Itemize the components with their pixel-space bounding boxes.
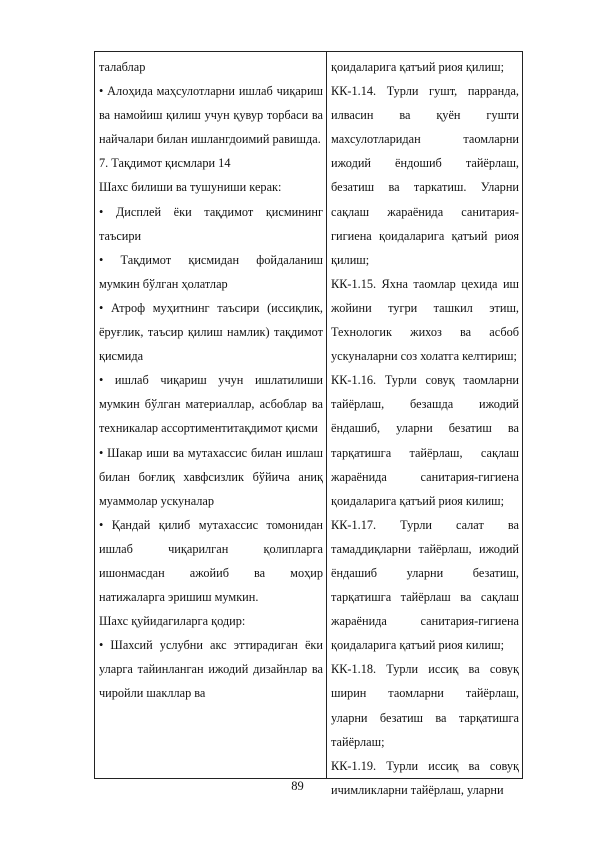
right-paragraph: қоидаларига қатъий риоя қилиш; (331, 60, 505, 74)
right-paragraph: КК-1.18. Турли иссиқ ва совуқ ширин таомларни тайёрлаш, уларни безатиш ва тарқатишга тайёрлаш; (331, 662, 519, 749)
left-paragraph: • Алоҳида маҳсулотларни ишлаб чиқариш ва намойиш қилиш учун қувур торбаси ва найчалари билан ишлангдоимий равишда. (99, 84, 323, 147)
left-paragraph: • Қандай қилиб мутахассис томонидан ишлаб чиқарилган қолипларга ишонмасдан ажойиб ва моҳир натижаларга эришиш мумкин. (99, 517, 323, 605)
right-paragraph: КК-1.14. Турли гушт, парранда, илвасин ва қуён гушти махсулотларидан таомларни ижодий ёндошиб тайёрлаш, безатиш ва таркатиш. Уларни сақлаш жараёнида санитария-гигиена қоидаларига қатъий риоя қилиш; (331, 84, 519, 267)
right-column (327, 52, 522, 797)
left-paragraph: • Шахсий услубни акс эттирадиган ёки уларга тайинланган ижодий дизайнлар ва чиройли шакллар ва (99, 638, 323, 701)
left-paragraph: Шахс қуйидагиларга қодир: (99, 614, 246, 629)
left-paragraph: • Тақдимот қисмидан фойдаланиш мумкин бўлган ҳолатлар (99, 252, 323, 291)
right-paragraph: КК-1.19. Турли иссиқ ва совуқ ичимликларни тайёрлаш, уларни (331, 758, 519, 797)
right-paragraph: КК-1.17. Турли салат ва тамаддиқларни тайёрлаш, ижодий ёндашиб уларни безатиш, тарқатишга тайёрлаш ва сақлаш жараёнида санитария-гигиена қоидаларига қатъий риоя килиш; (331, 517, 519, 653)
right-paragraph: КК-1.15. Яхна таомлар цехида иш жойини тугри ташкил этиш, Технологик жихоз ва асбоб ускуналарни соз холатга келтириш; (331, 276, 519, 364)
left-paragraph: • Шакар иши ва мутахассис билан ишлаш билан боғлиқ хавфсизлик бўйича аниқ муаммолар ускуналар (99, 445, 323, 508)
right-paragraph: КК-1.16. Турли совуқ таомларни тайёрлаш, безашда ижодий ёндашиб, уларни безатиш ва тарқатишга тайёрлаш, сақлаш жараёнида санитария-гигиена қоидаларига қатъий риоя килиш; (331, 373, 519, 508)
left-paragraph: Шахс билиши ва тушуниши керак: (99, 180, 282, 195)
left-paragraph: талаблар (99, 60, 146, 74)
page-number: 89 (291, 779, 304, 793)
left-paragraph: 7. Тақдимот қисмлари 14 (99, 156, 231, 171)
left-paragraph: • Дисплей ёки тақдимот қисмининг таъсири (99, 204, 323, 243)
left-paragraph: • ишлаб чиқариш учун ишлатилиши мумкин бўлган материаллар, асбоблар ва техникалар ассортиментитақдимот қисми (99, 373, 323, 436)
left-column (95, 52, 327, 778)
left-paragraph: • Атроф муҳитнинг таъсири (иссиқлик, ёруғлик, таъсир қилиш намлик) тақдимот қисмида (99, 300, 323, 364)
